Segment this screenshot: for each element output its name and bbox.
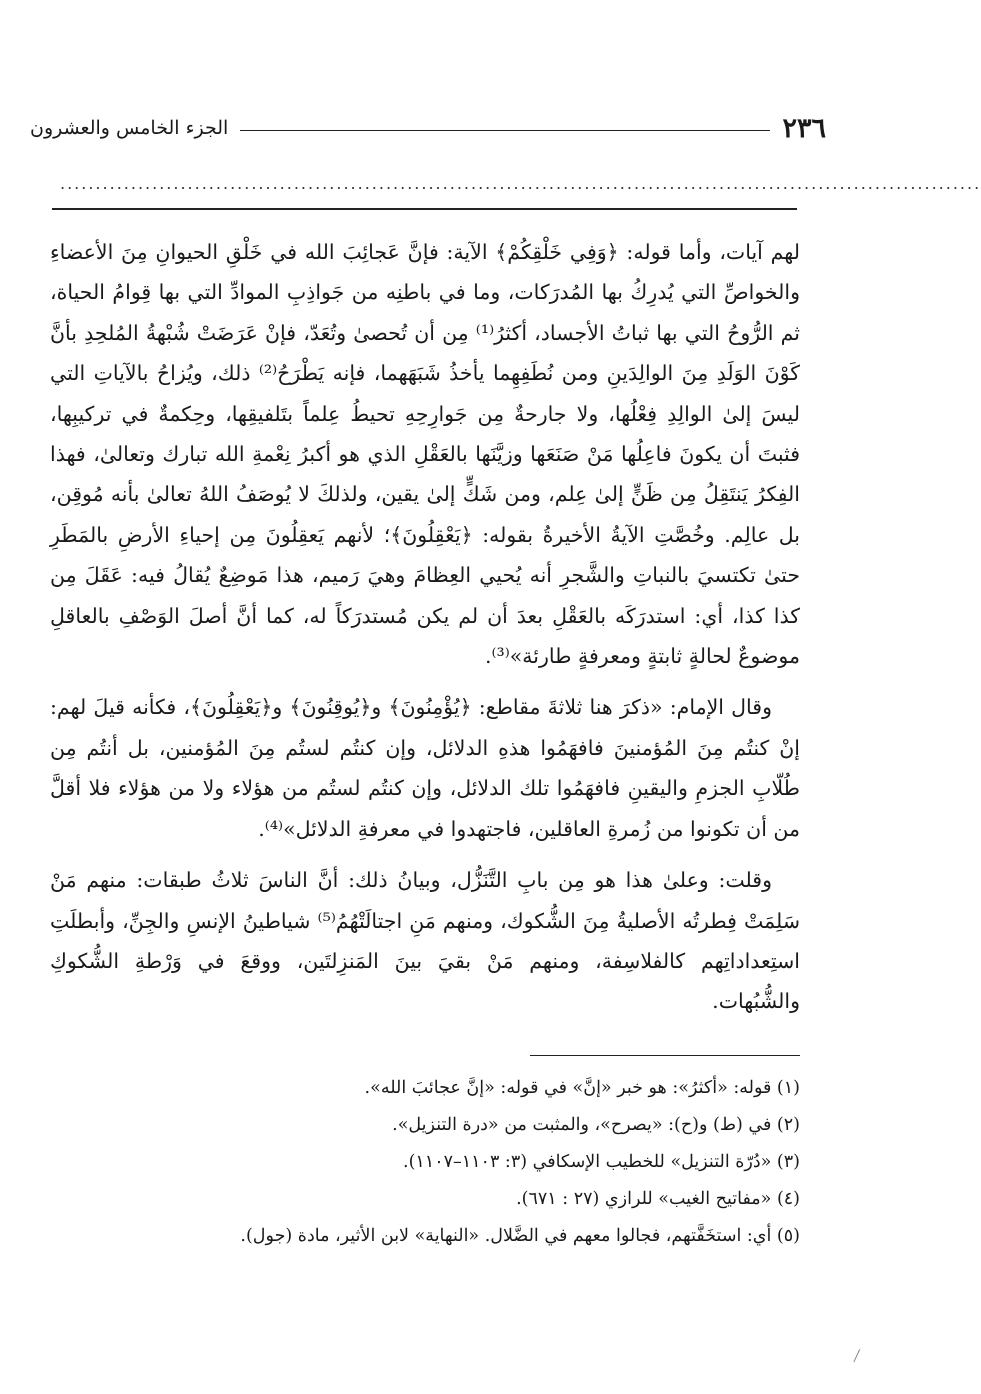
footnote-1: (١) قوله: «أكثرُ»: هو خبر «إنَّ» في قوله: «إنَّ عجائبَ الله». <box>364 1078 800 1098</box>
footnote-5: (٥) أي: استخَفَّتهم، فجالوا معهم في الضَّلال. «النهاية» لابن الأثير، مادة (جول). <box>240 1226 800 1246</box>
paragraph-2: وقال الإمام: «ذكرَ هنا ثلاثةَ مقاطع: ﴿يُؤْمِنُونَ﴾ و﴿يُوقِنُونَ﴾ و﴿يَعْقِلُونَ﴾، فكأنه قيلَ لهم: إنْ كنتُم مِنَ المُؤمنينَ فافهَمُوا هذهِ الدلائل، وإن كنتُم لستُم مِنَ المُؤمنين، بل أنتُم مِن طُلّابِ الجزمِ واليقينِ فافهَمُوا تلك الدلائل، وإن كنتُم لستُم من هؤلاء ولا من هؤلاء فلا أقلَّ من أن تكونوا من زُمرةِ العاقلين، فاجتهدوا في معرفةِ الدلائل»⁽⁴⁾. <box>50 695 800 841</box>
header-rule <box>240 130 770 131</box>
footnote-3: (٣) «دُرّة التنزيل» للخطيب الإسكافي (٣: ١١٠٣–١١٠٧). <box>403 1152 800 1172</box>
footnote-2: (٢) في (ط) و(ح): «يصرح»، والمثبت من «درة التنزيل». <box>392 1115 800 1135</box>
paragraph-1: لهم آيات، وأما قوله: ﴿وَفِي خَلْقِكُمْ﴾ الآية: فإنَّ عَجائِبَ الله في خَلْقِ الحيوانِ مِنَ الأعضاءِ والخواصِّ التي يُدرِكُ بها المُدرَكات، وما في باطنِه من جَواذِبِ الموادِّ التي بها قِوامُ الحياة، ثم الرُّوحُ التي بها ثباتُ الأجساد، أكثرُ⁽¹⁾ مِن أن تُحصىٰ وتُعَدّ، فإنْ عَرَضَتْ شُبْهةُ المُلحِدِ بأنَّ كَوْنَ الوَلَدِ مِنَ الوالِدَينِ ومن نُطَفِهِما يأخذُ شَبَهَهما، فإنه يَطْرَحُ⁽²⁾ ذلك، ويُزاحُ بالآياتِ التي ليسَ إلىٰ الوالِدِ فِعْلُها، ولا جارحةٌ مِن جَوارِحِهِ تحيطُ عِلماً بتَلفيقِها، وحِكمةٌ في تركيبِها، فثبتَ أن يكونَ فاعِلُها مَنْ صَنَعَها وزيَّنَها بالعَقْلِ الذي هو أكبرُ نِعْمةِ الله تبارك وتعالىٰ، فهذا الفِكرُ يَنتَقِلُ مِن ظَنٍّ إلىٰ عِلم، ومن شَكٍّ إلىٰ يقين، ولذلكَ لا يُوصَفُ اللهُ تعالىٰ بأنه مُوقِن، بل عالِم. وخُصَّتِ الآيةُ الأخيرةُ بقوله: ﴿يَعْقِلُونَ﴾؛ لأنهم يَعقِلُونَ مِن إحياءِ الأرضِ بالمَطَرِ حتىٰ تكتسيَ بالنباتِ والشَّجرِ أنه يُحيي العِظامَ وهيَ رَميم، هذا مَوضِعٌ يُقالُ فيه: عَقَلَ مِن كذا كذا، أي: استدرَكَه بالعَقْلِ بعدَ أن لم يكن مُستدرَكاً له، كما أنَّ أصلَ الوَصْفِ بالعاقلِ موضوعٌ لحالةٍ ثابتةٍ ومعرفةٍ طارئة»⁽³⁾. <box>50 240 800 669</box>
paragraph-3: وقلت: وعلىٰ هذا هو مِن بابِ التَّنَزُّل، وبيانُ ذلك: أنَّ الناسَ ثلاثُ طبقات: منهم مَنْ سَلِمَتْ فِطرتُه الأصليةُ مِنَ الشُّكوك، ومنهم مَنِ اجتالَتْهُمُ⁽⁵⁾ شياطينُ الإنسِ والجِنِّ، وأبطلَتِ استِعداداتِهم كالفلاسِفة، ومنهم مَنْ بقيَ بينَ المَنزِلتَين، ووقعَ في وَرْطةِ الشُّكوكِ والشُّبُهات. <box>50 868 800 1014</box>
dotted-separator: .................................................................................................................................. <box>60 174 981 193</box>
footnotes <box>50 1070 800 1255</box>
running-title: الجزء الخامس والعشرون <box>30 117 229 139</box>
footnote-rule <box>530 1055 800 1056</box>
text-top-rule <box>52 208 797 210</box>
page-number: ٢٣٦ <box>782 112 826 144</box>
page-header <box>30 108 826 148</box>
page-corner-mark <box>853 1349 865 1365</box>
footnote-4: (٤) «مفاتيح الغيب» للرازي (٢٧ : ٦٧١). <box>516 1189 800 1209</box>
main-text <box>50 232 800 1033</box>
